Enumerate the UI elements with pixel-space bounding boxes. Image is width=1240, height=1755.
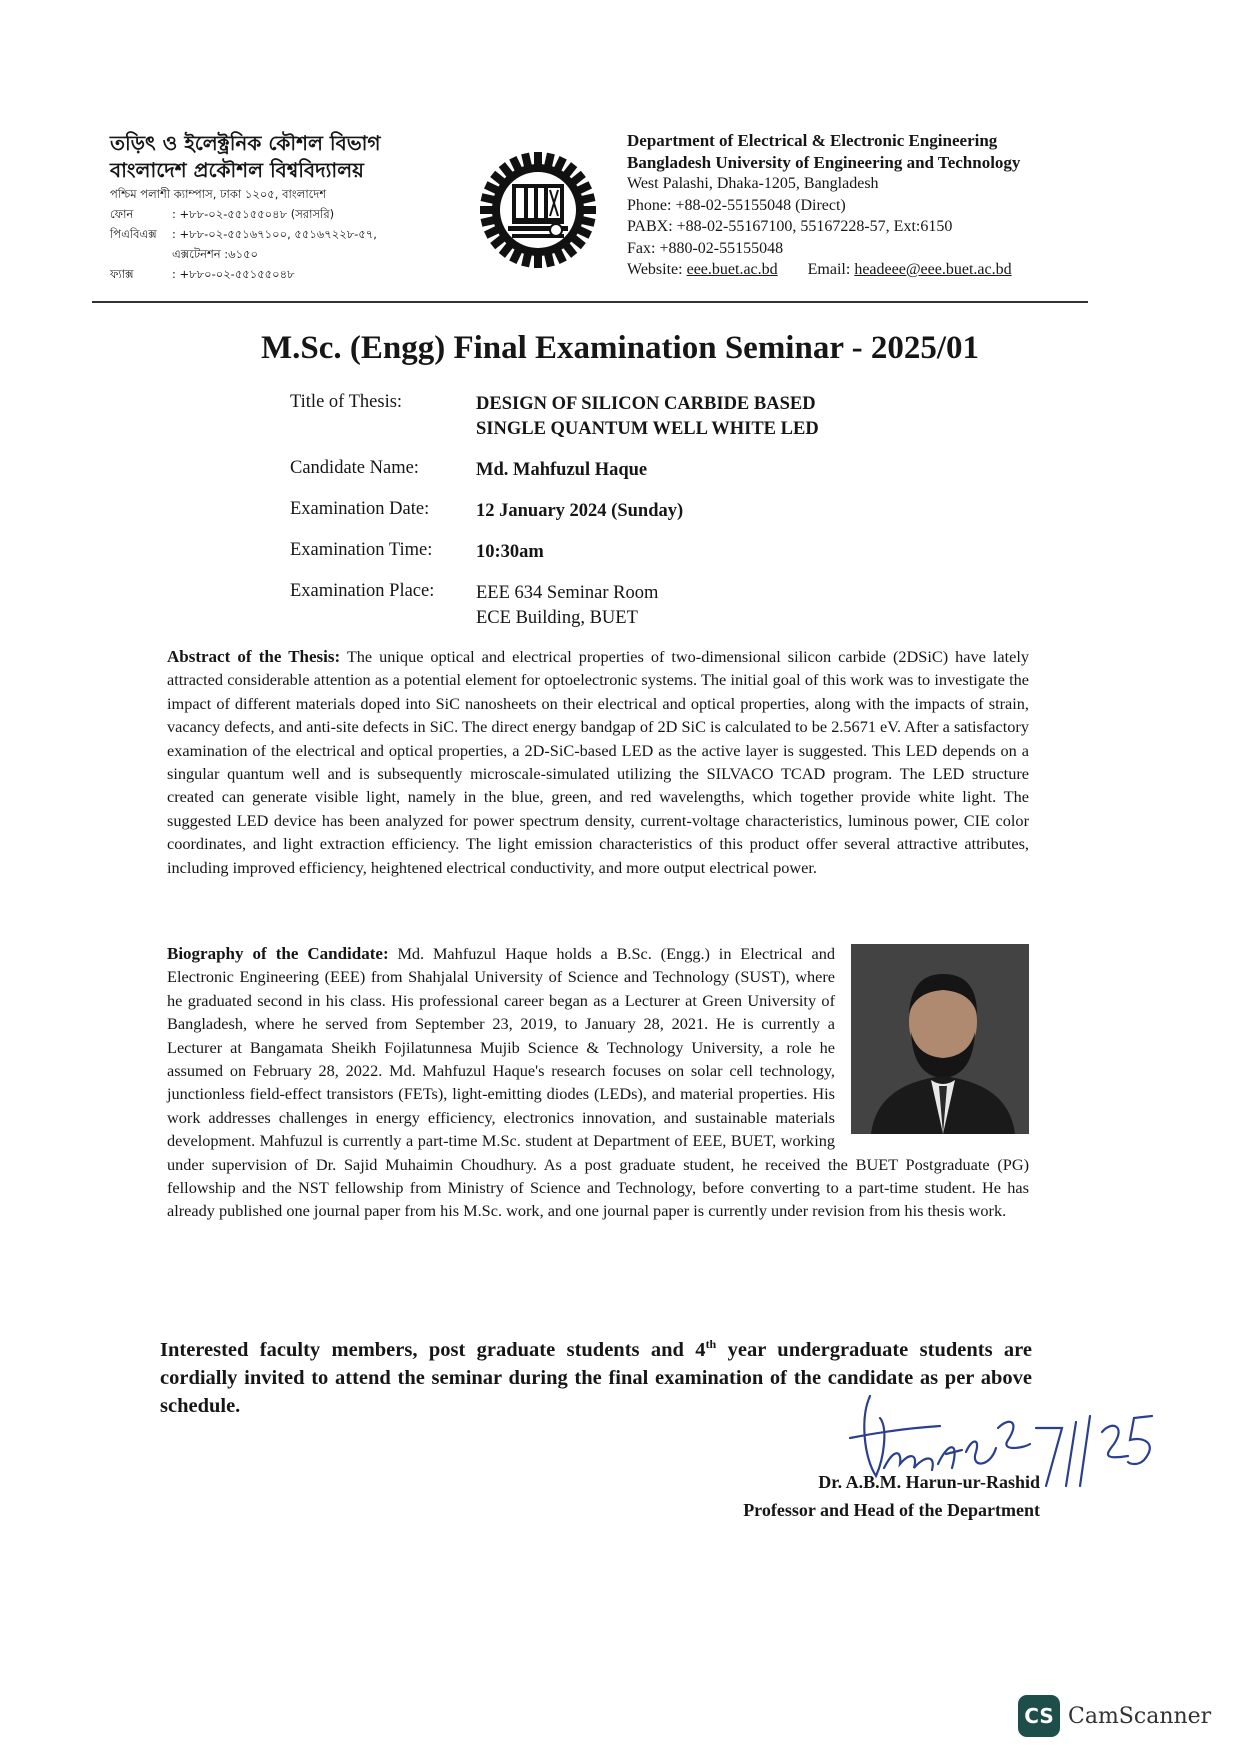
- bangla-pabx-label: পিএবিএক্স: [110, 227, 157, 241]
- letterhead-divider: [92, 301, 1088, 303]
- email-link[interactable]: headeee@eee.buet.ac.bd: [854, 261, 1012, 278]
- biography-paragraph: [167, 942, 1029, 1223]
- candidate-name: Md. Mahfuzul Haque: [476, 460, 648, 480]
- bangla-fax-label: ফ্যাক্স: [110, 267, 134, 281]
- bangla-address: পশ্চিম পলাশী ক্যাম্পাস, ঢাকা ১২০৫, বাংলাদেশ: [110, 187, 327, 201]
- website-label: Website:: [627, 261, 687, 278]
- biography-text: Md. Mahfuzul Haque holds a B.Sc. (Engg.) in Electrical and Electronic Engineering (EEE) from Shahjalal University of Science and Technology (SUST), where he graduated second in his class. His professional career began as a Lecturer at Green University of Bangladesh, where he served from September 23, 2019, to January 28, 2021. He is currently a Lecturer at Bangamata Sheikh Fojilatunnesa Mujib Science & Technology University, a role he assumed on February 28, 2022. Md. Mahfuzul Haque's research focuses on solar cell technology, junctionless field-effect transistors (FETs), light-emitting diodes (LEDs), and material properties. His work addresses challenges in energy efficiency, electronics innovation, and sustainable materials development. Mahfuzul is currently a part-time M.Sc. student at Department of EEE, BUET, working under supervision of Dr. Sajid Muhaimin Choudhury. As a post graduate student, he received the BUET Postgraduate (PG) fellowship and the NST fellowship from Ministry of Science and Technology, before converting to a part-time student. He has already published one journal paper from his M.Sc. work, and one journal paper is currently under revision from his thesis work.: [167, 944, 1029, 1221]
- email-label: Email:: [807, 261, 855, 278]
- abstract-paragraph: [167, 645, 1029, 879]
- bangla-fax-row: [110, 264, 470, 284]
- camscanner-text: CamScanner: [1068, 1703, 1212, 1729]
- info-row-time: [290, 540, 1070, 565]
- thesis-title: [476, 392, 819, 442]
- bangla-fax: : +৮৮০-০২-৫৫১৫৫০৪৮: [172, 267, 295, 281]
- exam-place-line: EEE 634 Seminar Room: [476, 583, 659, 603]
- abstract-text: The unique optical and electrical properties of two-dimensional silicon carbide (2DSiC) have lately attracted considerable attention as a potential element for optoelectronic systems. The initial goal of this work was to investigate the impact of different materials doped into SiC nanosheets on their electrical and optical properties, along with the impacts of strain, vacancy defects, and anti-site defects in SiC. The direct energy bandgap of 2D SiC is calculated to be 2.5671 eV. After a satisfactory examination of the electrical and optical properties, a 2D-SiC-based LED as the active layer is suggested. This LED depends on a singular quantum well and is subsequently microscale-simulated utilizing the SILVACO TCAD program. The LED structure created can generate visible light, namely in the blue, green, and red wavelengths, which together provide white light. The suggested LED device has been analyzed for power spectrum density, current-voltage characteristics, luminous power, CIE color coordinates, and light extraction efficiency. The light emission characteristics of this product offer several attractive attributes, including improved efficiency, heightened electrical conductivity, and more output electrical power.: [167, 647, 1029, 877]
- info-row-title: [290, 392, 1070, 442]
- english-pabx: PABX: +88-02-55167100, 55167228-57, Ext:6150: [627, 218, 953, 235]
- letterhead-bangla: [110, 130, 470, 284]
- exam-place: [476, 581, 658, 631]
- bangla-phone: : +৮৮-০২-৫৫১৫৫০৪৮ (সরাসরি): [172, 207, 335, 221]
- bangla-pabx-row: [110, 224, 470, 244]
- info-row-candidate: [290, 458, 1070, 483]
- exam-place-line: ECE Building, BUET: [476, 608, 638, 628]
- english-web-row: [627, 259, 1097, 281]
- bangla-phone-label: ফোন: [110, 207, 134, 221]
- website-link[interactable]: eee.buet.ac.bd: [686, 261, 778, 278]
- page-title: M.Sc. (Engg) Final Examination Seminar - 2025/01: [260, 330, 980, 366]
- bangla-university-name: বাংলাদেশ প্রকৌশল বিশ্ববিদ্যালয়: [110, 158, 364, 182]
- bangla-ext: এক্সটেনশন :৬১৫০: [172, 247, 259, 261]
- buet-logo: [478, 150, 598, 270]
- info-row-place: [290, 581, 1070, 631]
- info-label: Title of Thesis:: [290, 392, 403, 412]
- abstract-label: Abstract of the Thesis:: [167, 647, 341, 666]
- bangla-pabx: : +৮৮-০২-৫৫১৬৭১০০, ৫৫১৬৭২২৮-৫৭,: [172, 227, 377, 241]
- exam-date: 12 January 2024 (Sunday): [476, 501, 684, 521]
- english-dept-name: Department of Electrical & Electronic Engineering: [627, 131, 998, 150]
- english-phone: Phone: +88-02-55155048 (Direct): [627, 196, 846, 214]
- info-row-date: [290, 499, 1070, 524]
- english-university-name: Bangladesh University of Engineering and Technology: [627, 152, 1021, 172]
- thesis-title-line: DESIGN OF SILICON CARBIDE BASED: [476, 394, 816, 414]
- info-label: Examination Time:: [290, 540, 433, 560]
- english-address: West Palashi, Dhaka-1205, Bangladesh: [627, 175, 879, 192]
- info-label: Candidate Name:: [290, 458, 419, 478]
- exam-info: [290, 392, 1070, 647]
- camscanner-logo-icon: CS: [1018, 1695, 1060, 1737]
- bangla-ext-row: [110, 244, 470, 264]
- info-label: Examination Place:: [290, 581, 435, 601]
- camscanner-watermark: [1018, 1695, 1211, 1737]
- bangla-dept-name: তড়িৎ ও ইলেক্ট্রনিক কৌশল বিভাগ: [110, 131, 381, 155]
- info-label: Examination Date:: [290, 499, 430, 519]
- signatory-block: [600, 1468, 1040, 1524]
- bangla-phone-row: [110, 204, 470, 224]
- invitation-part: year undergraduate students are cordially invited to attend the seminar during the final examination of the candidate as per above schedule.: [160, 1338, 1032, 1417]
- english-fax: Fax: +880-02-55155048: [627, 239, 784, 257]
- thesis-title-line: SINGLE QUANTUM WELL WHITE LED: [476, 419, 819, 439]
- invitation-part: Interested faculty members, post graduate students and 4: [160, 1338, 706, 1361]
- signatory-name: Dr. A.B.M. Harun-ur-Rashid: [818, 1472, 1040, 1492]
- candidate-photo: [851, 944, 1029, 1134]
- letterhead-english: [627, 130, 1097, 281]
- signatory-position: Professor and Head of the Department: [743, 1500, 1040, 1520]
- exam-time: 10:30am: [476, 542, 544, 562]
- biography-label: Biography of the Candidate:: [167, 944, 389, 963]
- invitation-superscript: th: [705, 1337, 717, 1351]
